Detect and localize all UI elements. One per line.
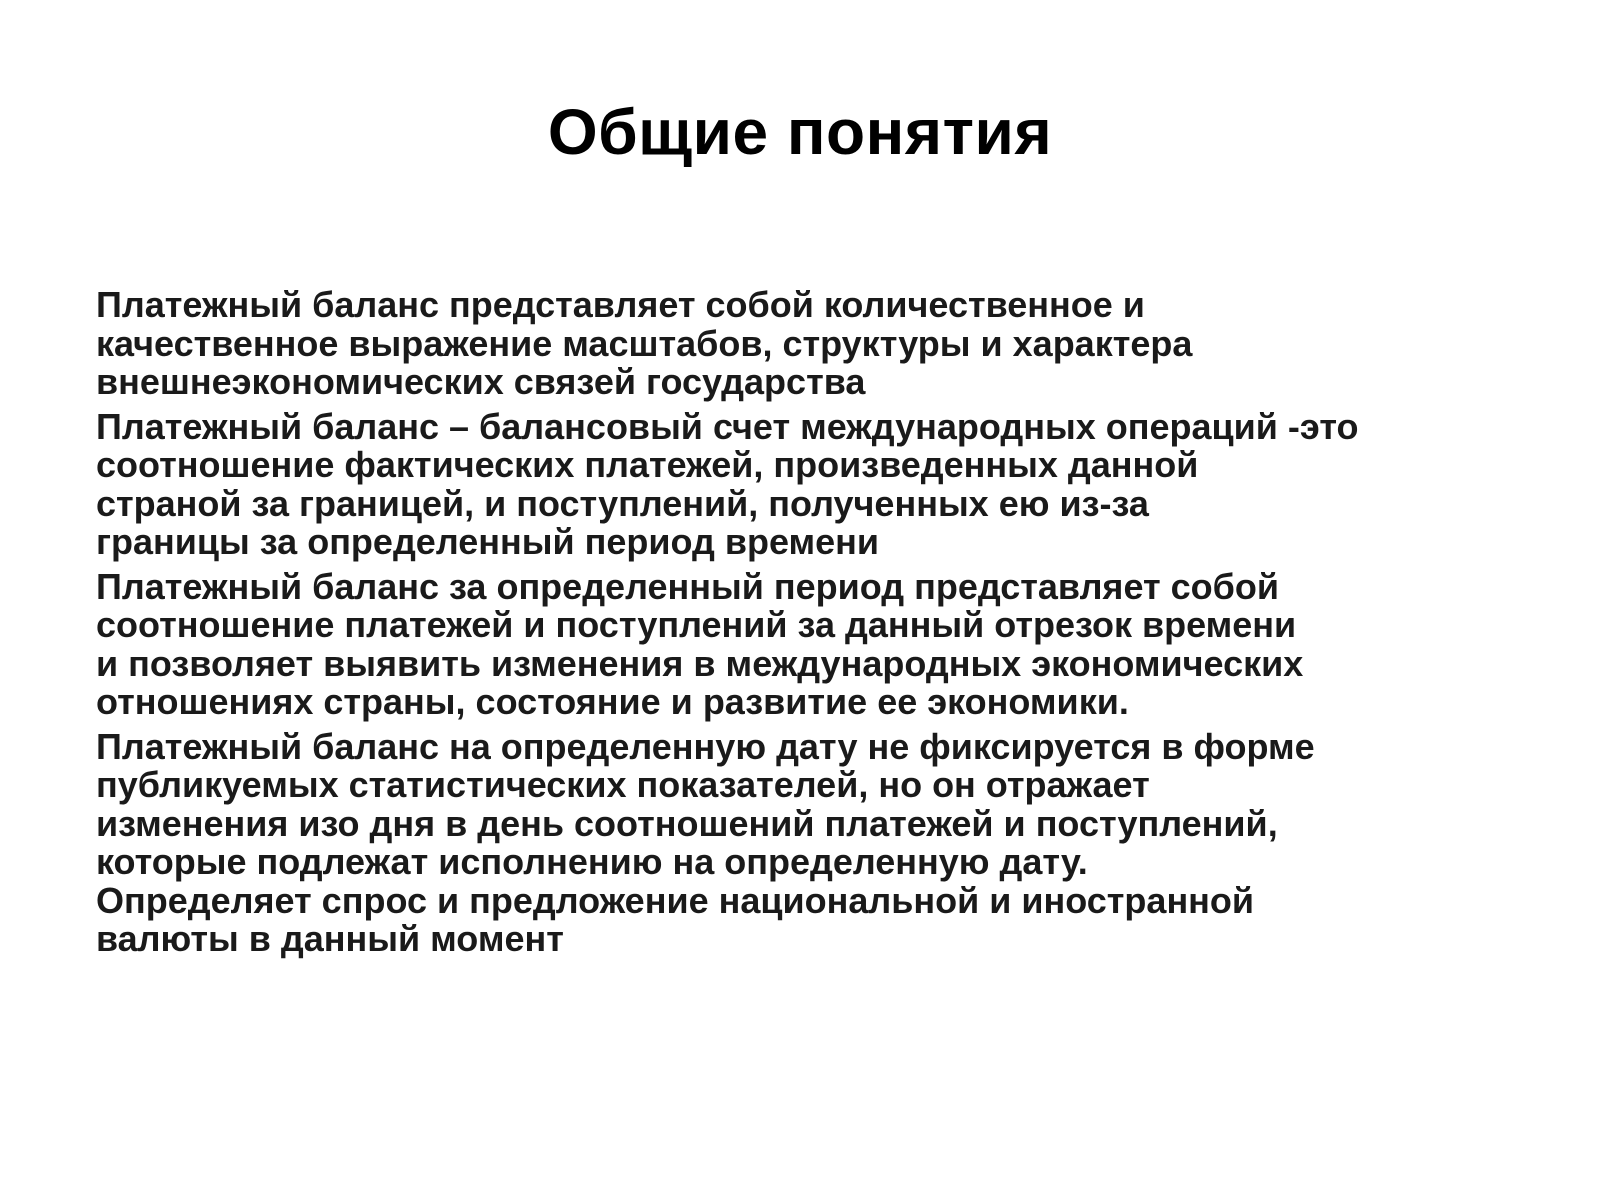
paragraph-line: отношениях страны, состояние и развитие ее экономики.	[96, 681, 1129, 722]
paragraph-definition-1	[96, 286, 1536, 402]
paragraph-line: Платежный баланс на определенную дату не фиксируется в форме	[96, 725, 1315, 767]
paragraph-line: изменения изо дня в день соотношений платежей и поступлений,	[96, 802, 1278, 844]
paragraph-definition-2	[96, 405, 1536, 562]
paragraph-definition-3	[96, 565, 1536, 722]
paragraph-line: Платежный баланс представляет собой количественное и	[96, 284, 1145, 325]
paragraph-line: Платежный баланс за определенный период представляет собой	[96, 565, 1279, 607]
paragraph-line: валюты в данный момент	[96, 918, 564, 959]
paragraph-line: соотношение платежей и поступлений за данный отрезок времени	[96, 604, 1297, 645]
slide-body	[96, 286, 1536, 965]
paragraph-line: Платежный баланс – балансовый счет международных операций -это	[96, 405, 1359, 447]
paragraph-definition-4	[96, 725, 1536, 959]
paragraph-line: страной за границей, и поступлений, полученных ею из-за	[96, 482, 1149, 524]
slide-title: Общие понятия	[547, 96, 1053, 168]
paragraph-line: соотношение фактических платежей, произведенных данной	[96, 444, 1199, 485]
paragraph-line: публикуемых статистических показателей, но он отражает	[96, 764, 1150, 805]
paragraph-line: качественное выражение масштабов, структуры и характера	[96, 322, 1193, 364]
paragraph-line: внешнеэкономических связей государства	[96, 361, 866, 402]
paragraph-line: Определяет спрос и предложение национальной и иностранной	[96, 879, 1255, 921]
paragraph-line: которые подлежат исполнению на определенную дату.	[96, 841, 1088, 882]
paragraph-line: границы за определенный период времени	[96, 521, 880, 562]
paragraph-line: и позволяет выявить изменения в международных экономических	[96, 642, 1304, 684]
